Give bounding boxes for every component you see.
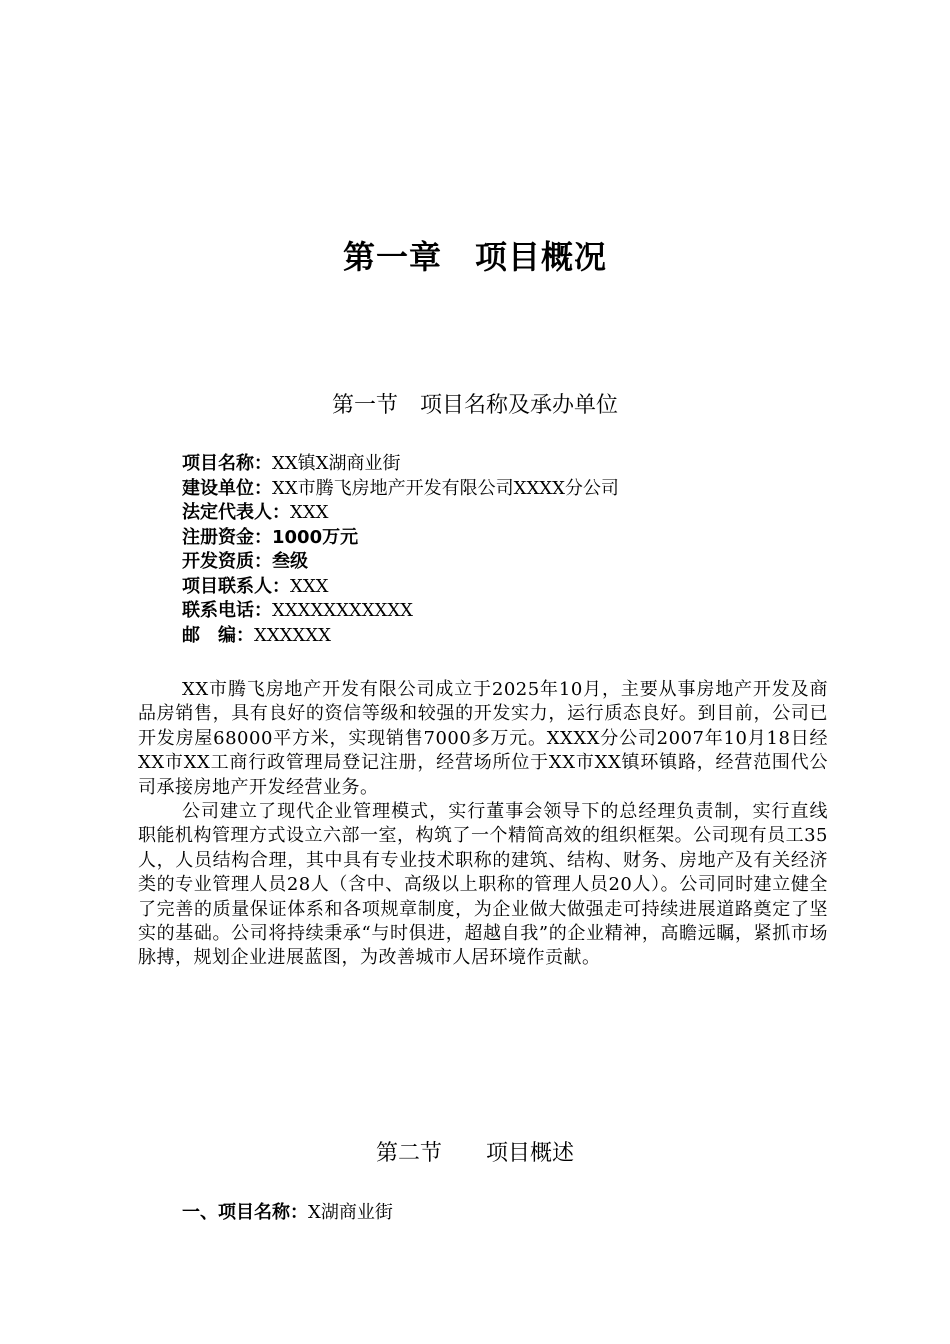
project-name-item [182, 1198, 393, 1224]
project-info-list [182, 452, 862, 648]
info-label: 项目联系人： [182, 575, 290, 597]
info-value: XX镇X湖商业街 [272, 453, 401, 474]
info-value: 1000万元 [272, 526, 359, 548]
info-label: 开发资质： [182, 551, 272, 572]
info-row-postcode [182, 624, 862, 649]
info-row-phone [182, 599, 862, 624]
item-value: X湖商业街 [308, 1202, 393, 1223]
info-row-qualification [182, 550, 862, 575]
section-title-1: 第一节 项目名称及承办单位 [331, 393, 618, 418]
info-row-capital [182, 526, 862, 551]
item-label: 一、项目名称： [182, 1202, 308, 1223]
info-value: XXXXXXXXXXX [272, 600, 413, 621]
info-row-project-name [182, 452, 862, 477]
info-value: XXXXXX [254, 624, 331, 646]
section-title-2: 第二节 项目概述 [375, 1141, 574, 1166]
chapter-title: 第一章 项目概况 [342, 238, 607, 276]
info-value: XXX [290, 575, 329, 597]
info-row-builder [182, 477, 862, 502]
company-description [138, 678, 828, 971]
info-label: 注册资金： [182, 526, 272, 548]
info-row-contact [182, 575, 862, 600]
info-label: 法定代表人： [182, 502, 290, 523]
info-value: XXX [290, 502, 329, 523]
info-label: 项目名称： [182, 453, 272, 474]
paragraph: 公司建立了现代企业管理模式，实行董事会领导下的总经理负责制，实行直线职能机构管理方式设立六部一室，构筑了一个精简高效的组织框架。公司现有员工35人，人员结构合理，其中具有专业技术职称的建筑、结构、财务、房地产及有关经济类的专业管理人员28人（含中、高级以上职称的管理人员20人）。公司同时建立健全了完善的质量保证体系和各项规章制度，为企业做大做强走可持续进展道路奠定了坚实的基础。公司将持续秉承“与时俱进，超越自我”的企业精神，高瞻远瞩，紧抓市场脉搏，规划企业进展蓝图，为改善城市人居环境作贡献。 [138, 801, 828, 969]
paragraph: XX市腾飞房地产开发有限公司成立于2025年10月，主要从事房地产开发及商品房销售，具有良好的资信等级和较强的开发实力，运行质态良好。到目前，公司已开发房屋68000平方米，实现销售7000多万元。XXXX分公司2007年10月18日经XX市XX工商行政管理局登记注册，经营场所位于XX市XX镇环镇路，经营范围代公司承接房地产开发经营业务。 [138, 679, 828, 798]
info-label: 建设单位： [182, 477, 272, 499]
info-label: 邮 编： [182, 624, 254, 646]
info-value: 叁级 [272, 551, 308, 572]
info-row-legal-rep [182, 501, 862, 526]
info-label: 联系电话： [182, 600, 272, 621]
info-value: XX市腾飞房地产开发有限公司XXXX分公司 [272, 477, 619, 499]
